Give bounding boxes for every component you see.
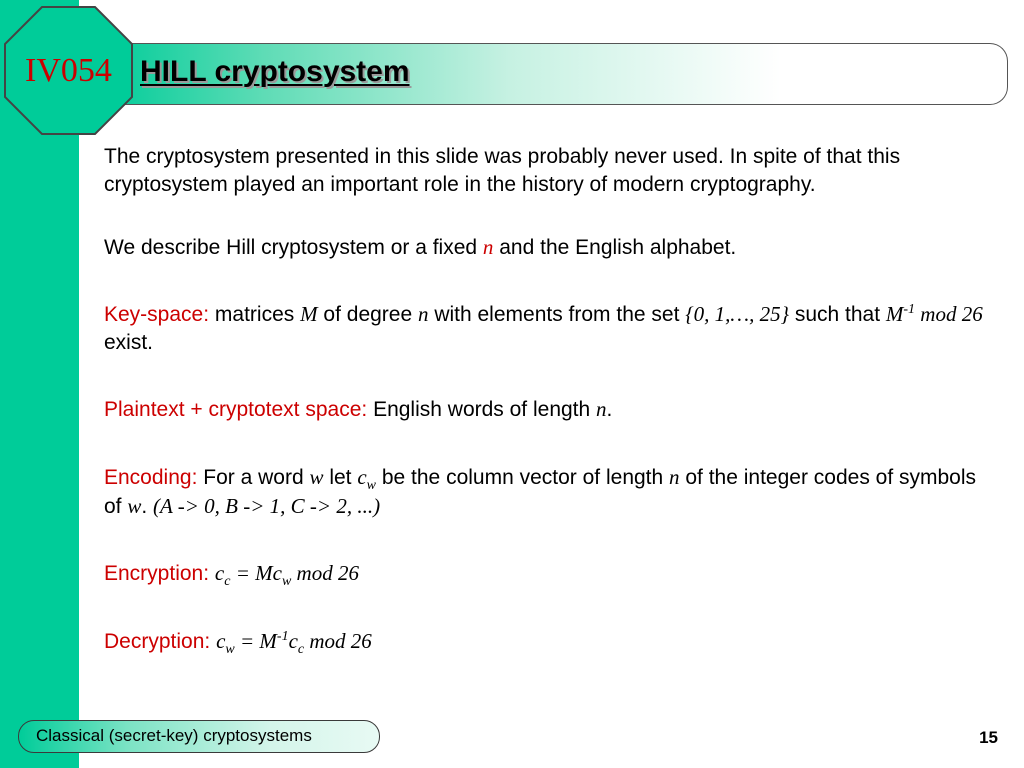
encoding-paragraph: Encoding: For a word w let $c_w$ be the column vector of length n of the integer codes of symbols of w. (A -> 0, B -> 1, C -> 2, ...)	[104, 465, 977, 518]
decryption-label: Decryption	[104, 630, 205, 653]
course-logo	[4, 6, 133, 135]
key-space-label: Key-space	[104, 303, 204, 326]
footer-section-label: Classical (secret-key) cryptosystems	[36, 726, 312, 745]
encoding-label: Encoding	[104, 466, 192, 489]
encryption-label: Encryption	[104, 562, 204, 585]
key-space-paragraph: Key-space: matrices M of degree n with elements from the set {0, 1,…, 25} such that $M^{-1}$ mod 26 exist.	[104, 302, 983, 354]
intro-paragraph: The cryptosystem presented in this slide was probably never used. In spite of that this cryptosystem played an important role in the history of modern cryptography.	[104, 145, 901, 196]
page-number: 15	[979, 728, 998, 747]
slide-title: HILL cryptosystem	[140, 55, 410, 88]
description-paragraph: We describe Hill cryptosystem or a fixed n and the English alphabet.	[104, 235, 737, 259]
plaintext-space-paragraph: Plaintext + cryptotext space: English words of length n.	[104, 397, 613, 421]
decryption-paragraph: Decryption: $c_w = M^{-1}c_c$ mod 26	[104, 629, 372, 658]
slide-content	[104, 143, 984, 656]
plaintext-space-label: Plaintext + cryptotext space	[104, 398, 362, 421]
course-code: IV054	[25, 52, 112, 89]
encryption-paragraph: Encryption: $c_c = Mc_w$ mod 26	[104, 561, 359, 590]
